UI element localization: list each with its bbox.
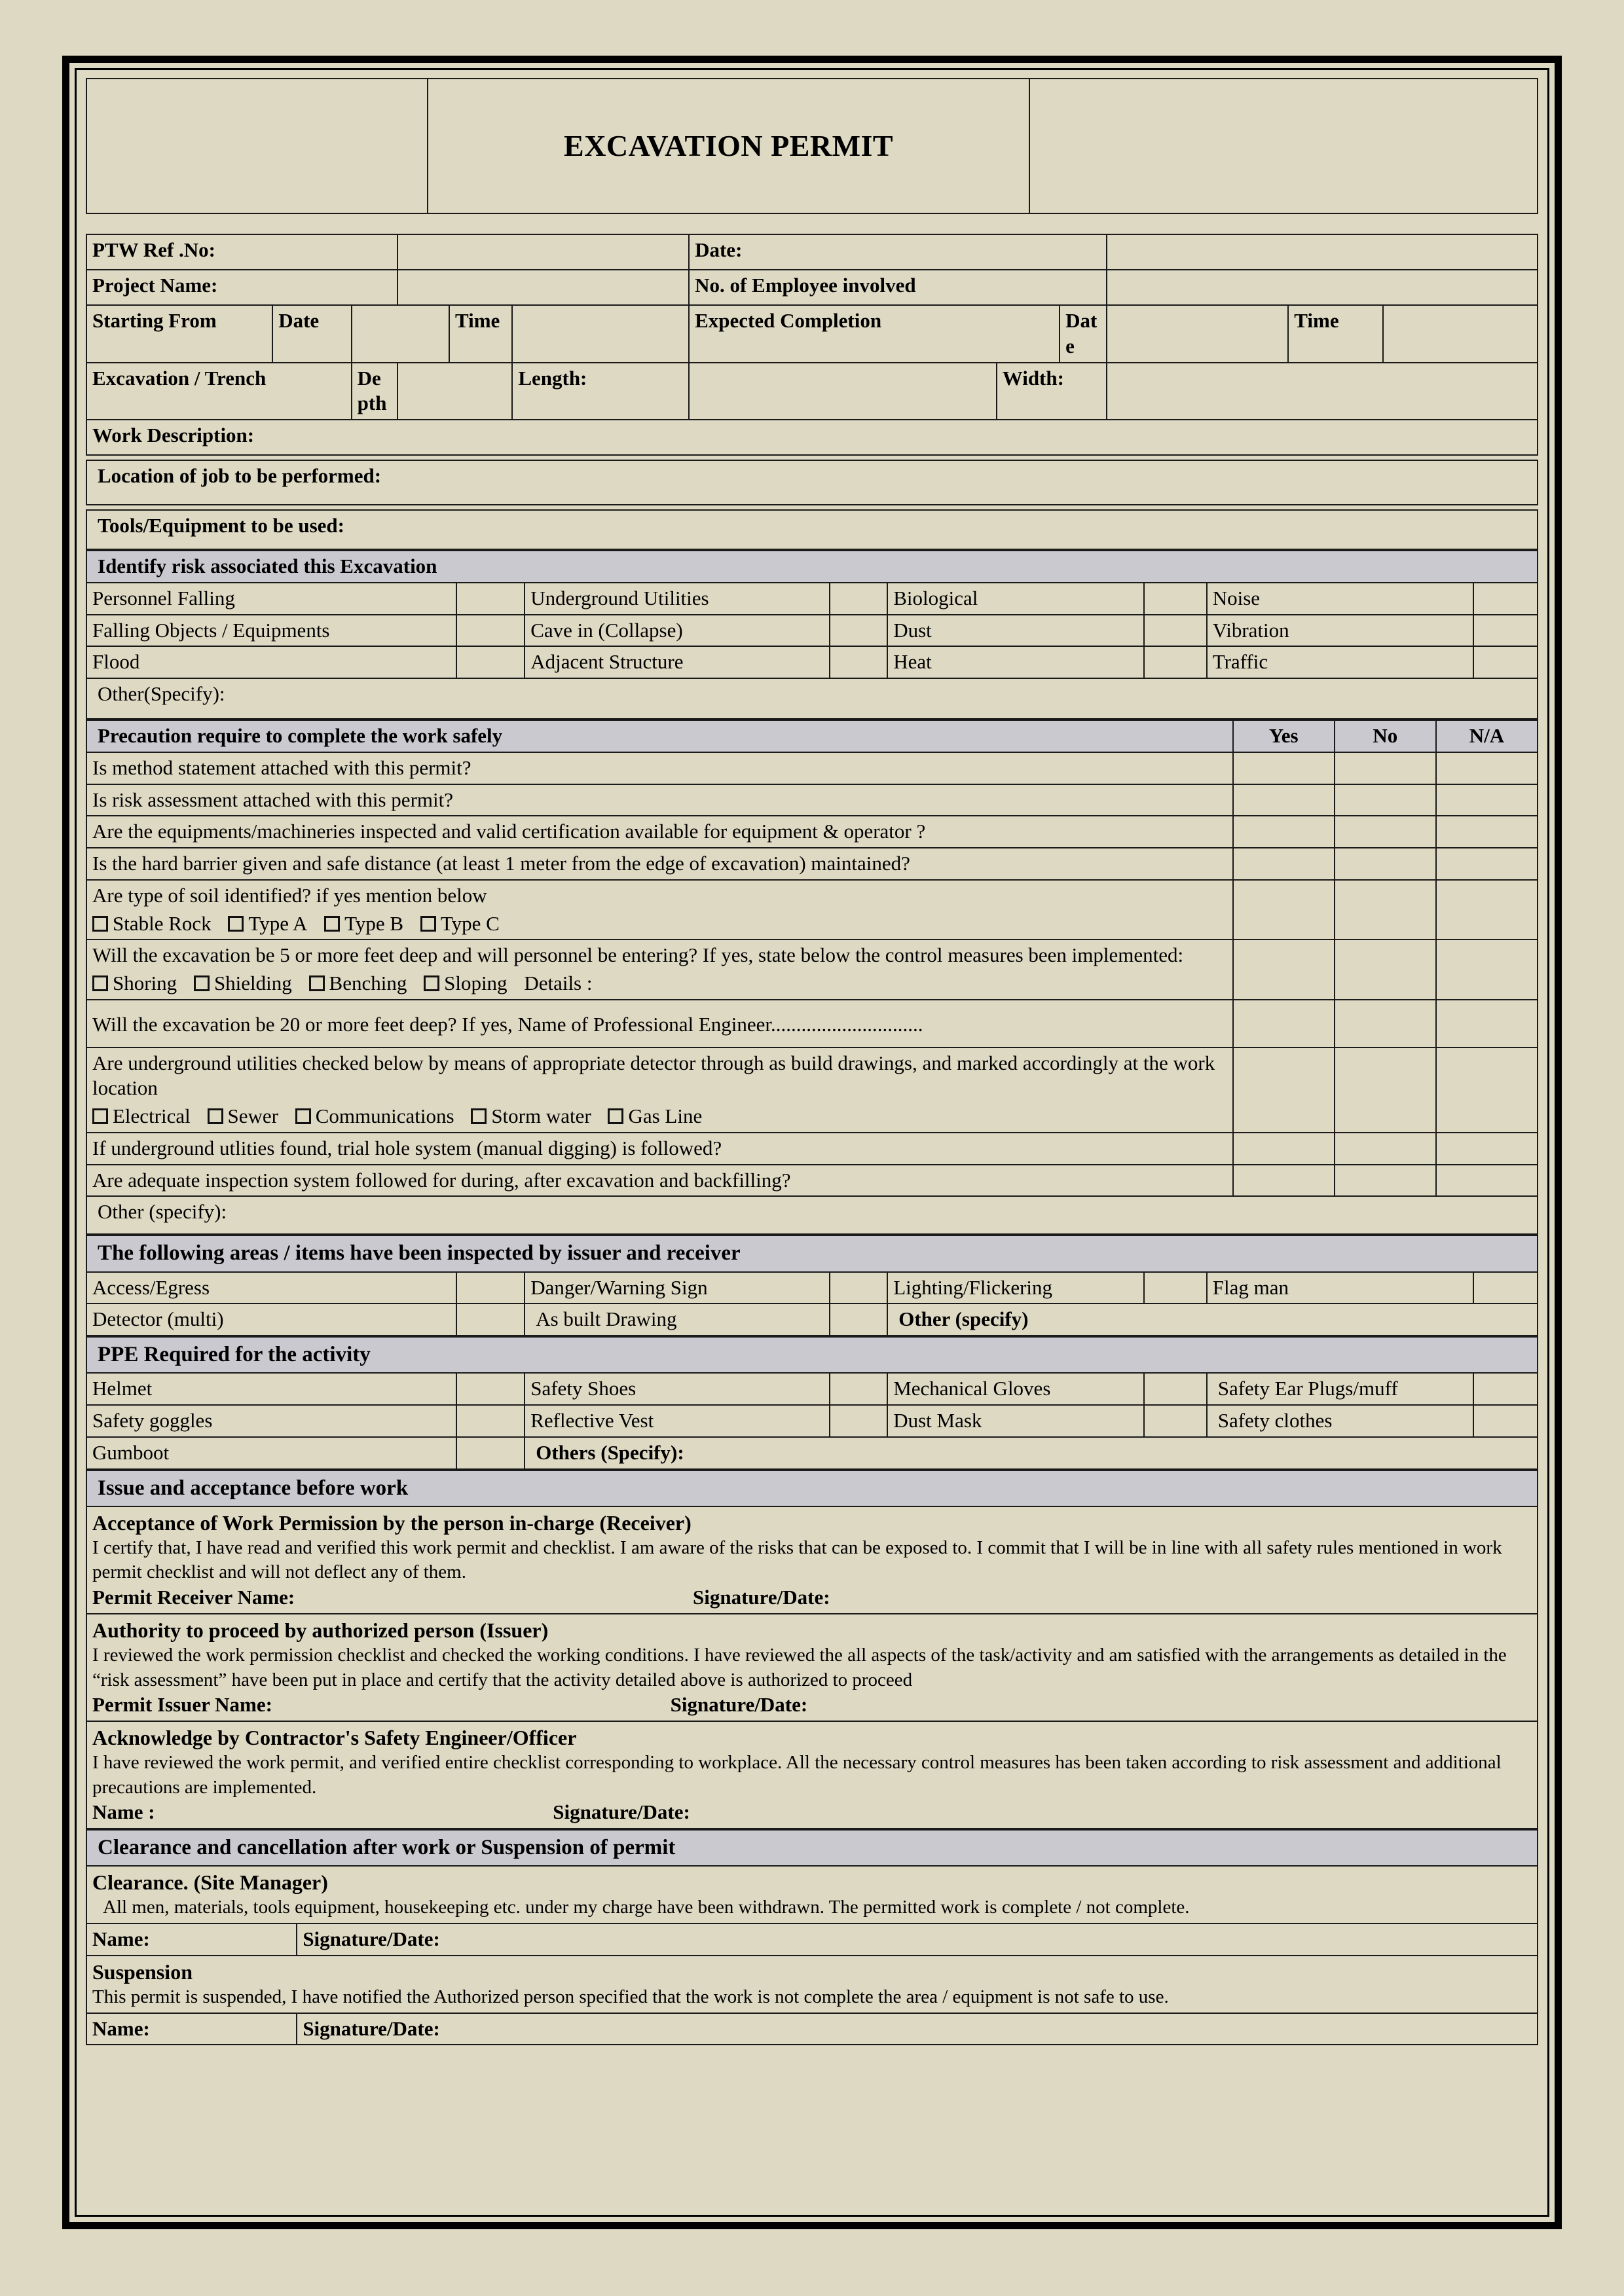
option-label: Gas Line [628, 1104, 703, 1127]
width-label: Width: [997, 363, 1107, 420]
risk-item-checkbox[interactable] [1144, 583, 1206, 615]
location-field[interactable]: Location of job to be performed: [86, 460, 1538, 505]
inspected-other-field[interactable]: Other (specify) [887, 1303, 1538, 1336]
checkbox-option-storm-water[interactable] [471, 1104, 591, 1129]
suspension-block [86, 1956, 1538, 2013]
table-row [86, 615, 1538, 647]
risk-item-label: Personnel Falling [86, 583, 456, 615]
precaution-na-cell[interactable] [1436, 1133, 1538, 1165]
option-label: Storm water [491, 1104, 591, 1127]
table-row [86, 420, 1538, 455]
option-label: Benching [329, 972, 407, 994]
start-time-value[interactable] [512, 305, 689, 363]
risk-item-label: Vibration [1207, 615, 1474, 647]
checkbox-option-electrical[interactable] [92, 1104, 191, 1129]
risk-item-label: Dust [887, 615, 1144, 647]
suspension-name-label[interactable]: Name: [86, 2013, 297, 2045]
start-date-label: Date [272, 305, 351, 363]
table-row [86, 1866, 1538, 1923]
risk-item-label: Flood [86, 646, 456, 678]
ppe-item-checkbox[interactable] [456, 1373, 525, 1405]
end-time-label: Time [1288, 305, 1383, 363]
table-row [86, 510, 1538, 549]
clearance-declaration: All men, materials, tools equipment, housekeeping etc. under my charge have been withdrawn. The permitted work is complete / not complete. [103, 1897, 1190, 1918]
date-value[interactable] [1107, 234, 1538, 270]
risk-item-checkbox[interactable] [456, 583, 525, 615]
option-label: Communications [315, 1104, 454, 1127]
precaution-question: Will the excavation be 20 or more feet deep? If yes, Name of Professional Engineer.............................. [86, 1000, 1233, 1048]
ppe-item-checkbox[interactable] [830, 1405, 888, 1437]
ppe-item-checkbox[interactable] [456, 1405, 525, 1437]
receiver-title: Acceptance of Work Permission by the person in-charge (Receiver) [92, 1510, 692, 1535]
risk-item-checkbox[interactable] [456, 615, 525, 647]
option-label: Type B [344, 911, 404, 935]
option-label: Shoring [113, 972, 177, 994]
acceptance-table [86, 1470, 1538, 1830]
precaution-yes-cell[interactable] [1233, 752, 1335, 784]
utility-type-options [92, 1104, 1227, 1129]
ppe-item-label: Reflective Vest [525, 1405, 829, 1437]
width-value[interactable] [1107, 363, 1538, 420]
option-label: Stable Rock [113, 911, 212, 935]
inspected-items-table [86, 1235, 1538, 1336]
table-row [86, 79, 1538, 213]
precaution-no-cell[interactable] [1335, 1165, 1436, 1197]
precaution-no-cell[interactable] [1335, 752, 1436, 784]
table-row [86, 1721, 1538, 1829]
risk-other-field[interactable]: Other(Specify): [86, 678, 1538, 719]
tools-field[interactable]: Tools/Equipment to be used: [86, 510, 1538, 549]
ppe-item-label: Helmet [86, 1373, 456, 1405]
table-row [86, 1373, 1538, 1405]
suspension-declaration: This permit is suspended, I have notified the Authorized person specified that the work is not complete the area / equipment is not safe to use. [92, 1986, 1169, 2007]
option-label: Sewer [227, 1104, 278, 1127]
ppe-item-label: Gumboot [86, 1437, 456, 1469]
soil-type-options [92, 911, 1227, 937]
page-title: EXCAVATION PERMIT [428, 79, 1030, 213]
ppe-item-label: Safety clothes [1207, 1405, 1474, 1437]
precaution-no-cell[interactable] [1335, 848, 1436, 880]
precaution-question: Is the hard barrier given and safe distance (at least 1 meter from the edge of excavation) maintained? [86, 848, 1233, 880]
table-row [86, 848, 1538, 880]
acknowledge-name-label[interactable]: Name : [92, 1800, 155, 1824]
checkbox-option-shoring[interactable] [92, 971, 177, 996]
table-row [86, 678, 1538, 719]
ppe-section-header [86, 1337, 1538, 1373]
clearance-section-title: Clearance and cancellation after work or Suspension of permit [86, 1830, 1538, 1866]
precaution-question: Is method statement attached with this permit? [86, 752, 1233, 784]
precaution-na-cell[interactable] [1436, 784, 1538, 816]
precaution-section-title: Precaution require to complete the work safely [86, 720, 1233, 752]
precaution-question-depth5 [86, 939, 1233, 1000]
checkbox-option-sloping[interactable] [424, 971, 507, 996]
precaution-na-cell[interactable] [1436, 1000, 1538, 1048]
precaution-table [86, 720, 1538, 1235]
precaution-yes-cell[interactable] [1233, 848, 1335, 880]
receiver-signature-label[interactable]: Signature/Date: [693, 1586, 830, 1609]
issuer-signature-label[interactable]: Signature/Date: [670, 1693, 808, 1717]
inspected-item-checkbox[interactable] [456, 1272, 525, 1304]
receiver-name-label[interactable]: Permit Receiver Name: [92, 1586, 295, 1609]
depth-value[interactable] [397, 363, 513, 420]
ptw-ref-value[interactable] [397, 234, 690, 270]
table-row [86, 1303, 1538, 1336]
ppe-section-title: PPE Required for the activity [86, 1337, 1538, 1373]
table-row [86, 1506, 1538, 1614]
inspected-section-title: The following areas / items have been inspected by issuer and receiver [86, 1235, 1538, 1271]
checkbox-option-type-c[interactable] [420, 911, 500, 937]
precaution-na-cell[interactable] [1436, 816, 1538, 848]
issuer-declaration: I reviewed the work permission checklist and checked the working conditions. I have reviewed the all aspects of the task/activity and am satisfied with the arrangements as detailed in the “risk assessment” have been put in place and certify that the activity detailed above is authorized to proceed [92, 1644, 1507, 1690]
inspected-item-label: Danger/Warning Sign [525, 1272, 829, 1304]
start-date-value[interactable] [352, 305, 449, 363]
table-row [86, 880, 1538, 940]
ppe-item-label: Safety goggles [86, 1405, 456, 1437]
checkbox-option-type-b[interactable] [324, 911, 403, 937]
inspected-item-label: Detector (multi) [86, 1303, 456, 1336]
precaution-question: Are type of soil identified? if yes mention below [92, 883, 487, 907]
suspension-signature-label[interactable]: Signature/Date: [297, 2013, 1538, 2045]
ppe-item-checkbox[interactable] [456, 1437, 525, 1469]
ppe-item-checkbox[interactable] [830, 1373, 888, 1405]
permit-page [62, 56, 1562, 2229]
precaution-question: Are the equipments/machineries inspected and valid certification available for equipment & operator ? [86, 816, 1233, 848]
length-value[interactable] [689, 363, 997, 420]
start-time-label: Time [449, 305, 512, 363]
clearance-block [86, 1866, 1538, 1923]
inspected-section-header [86, 1235, 1538, 1271]
permit-info-table [86, 234, 1538, 456]
table-row [86, 1048, 1538, 1133]
inspected-item-label: Lighting/Flickering [887, 1272, 1144, 1304]
risk-item-label: Underground Utilities [525, 583, 829, 615]
header-title-table [86, 78, 1538, 214]
employees-label: No. of Employee involved [689, 270, 1107, 305]
precaution-na-cell[interactable] [1436, 1165, 1538, 1197]
clearance-name-label[interactable]: Name: [86, 1923, 297, 1956]
suspension-title: Suspension [92, 1959, 193, 1984]
risk-item-checkbox[interactable] [1144, 646, 1206, 678]
table-row [86, 363, 1538, 420]
issuer-name-label[interactable]: Permit Issuer Name: [92, 1693, 272, 1717]
checkbox-icon[interactable] [324, 916, 340, 932]
yes-column-header: Yes [1233, 720, 1335, 752]
inspected-item-checkbox[interactable] [1144, 1272, 1206, 1304]
risk-item-checkbox[interactable] [456, 646, 525, 678]
precaution-no-cell[interactable] [1335, 939, 1436, 1000]
table-row [86, 460, 1538, 505]
checkbox-option-gas-line[interactable] [608, 1104, 702, 1129]
precaution-yes-cell[interactable] [1233, 1165, 1335, 1197]
precaution-question: Are adequate inspection system followed for during, after excavation and backfilling? [86, 1165, 1233, 1197]
table-row [86, 1272, 1538, 1304]
precaution-yes-cell[interactable] [1233, 1048, 1335, 1133]
ppe-item-label: Safety Ear Plugs/muff [1207, 1373, 1474, 1405]
precaution-no-cell[interactable] [1335, 1000, 1436, 1048]
ppe-others-field[interactable]: Others (Specify): [525, 1437, 1538, 1469]
ppe-item-checkbox[interactable] [1144, 1405, 1206, 1437]
acknowledge-block [86, 1721, 1538, 1829]
risk-item-checkbox[interactable] [1473, 615, 1538, 647]
precaution-yes-cell[interactable] [1233, 1133, 1335, 1165]
table-row [86, 305, 1538, 363]
table-row [86, 1165, 1538, 1197]
inspected-item-label: Flag man [1207, 1272, 1474, 1304]
precaution-question-utilities [86, 1048, 1233, 1133]
ppe-item-label: Safety Shoes [525, 1373, 829, 1405]
precaution-na-cell[interactable] [1436, 1048, 1538, 1133]
receiver-declaration: I certify that, I have read and verified this work permit and checklist. I am aware of the risks that can be exposed to. I commit that I will be in line with all safety rules mentioned in work permit checklist and will not deflect any of them. [92, 1537, 1502, 1583]
checkbox-icon[interactable] [92, 916, 108, 932]
clearance-section-header [86, 1830, 1538, 1866]
na-column-header: N/A [1436, 720, 1538, 752]
clearance-table [86, 1829, 1538, 2045]
checkbox-icon[interactable] [424, 975, 439, 991]
table-row [86, 1614, 1538, 1721]
risk-item-label: Cave in (Collapse) [525, 615, 829, 647]
precaution-no-cell[interactable] [1335, 816, 1436, 848]
risk-item-label: Noise [1207, 583, 1474, 615]
ppe-item-checkbox[interactable] [1144, 1373, 1206, 1405]
receiver-block [86, 1506, 1538, 1614]
issuer-signature-row [92, 1692, 1532, 1718]
table-row [86, 2013, 1538, 2045]
checkbox-option-shielding[interactable] [194, 971, 292, 996]
table-row [86, 234, 1538, 270]
ppe-table [86, 1336, 1538, 1470]
inspected-item-checkbox[interactable] [830, 1272, 888, 1304]
precaution-no-cell[interactable] [1335, 1048, 1436, 1133]
risk-item-checkbox[interactable] [830, 583, 888, 615]
ppe-item-label: Mechanical Gloves [887, 1373, 1144, 1405]
location-table [86, 460, 1538, 505]
precaution-no-cell[interactable] [1335, 880, 1436, 940]
excavation-trench-label: Excavation / Trench [86, 363, 352, 420]
precaution-no-cell[interactable] [1335, 784, 1436, 816]
risk-item-label: Falling Objects / Equipments [86, 615, 456, 647]
end-date-label: Date [1060, 305, 1107, 363]
header-logo-left [86, 79, 428, 213]
table-row [86, 784, 1538, 816]
option-label: Sloping [444, 972, 507, 994]
ppe-item-label: Dust Mask [887, 1405, 1144, 1437]
clearance-title: Clearance. (Site Manager) [92, 1870, 328, 1895]
precaution-yes-cell[interactable] [1233, 939, 1335, 1000]
checkbox-icon[interactable] [608, 1108, 623, 1124]
length-label: Length: [512, 363, 689, 420]
risk-item-checkbox[interactable] [830, 615, 888, 647]
risk-item-checkbox[interactable] [830, 646, 888, 678]
employees-value[interactable] [1107, 270, 1538, 305]
details-field-label[interactable]: Details : [524, 972, 593, 994]
precaution-yes-cell[interactable] [1233, 880, 1335, 940]
receiver-signature-row [92, 1585, 1532, 1611]
checkbox-option-stable-rock[interactable] [92, 911, 212, 937]
checkbox-icon[interactable] [92, 975, 108, 991]
risk-item-label: Adjacent Structure [525, 646, 829, 678]
table-row [86, 1923, 1538, 1956]
option-label: Electrical [113, 1104, 191, 1127]
table-row [86, 752, 1538, 784]
checkbox-icon[interactable] [194, 975, 210, 991]
risk-section-title: Identify risk associated this Excavation [86, 551, 1538, 583]
checkbox-option-communications[interactable] [295, 1104, 454, 1129]
checkbox-icon[interactable] [420, 916, 436, 932]
issuer-block [86, 1614, 1538, 1721]
ptw-ref-label: PTW Ref .No: [86, 234, 397, 270]
precaution-na-cell[interactable] [1436, 848, 1538, 880]
table-row [86, 583, 1538, 615]
header-logo-right [1029, 79, 1538, 213]
table-row [86, 1133, 1538, 1165]
table-row [86, 1405, 1538, 1437]
precaution-yes-cell[interactable] [1233, 784, 1335, 816]
precaution-question-soil [86, 880, 1233, 940]
table-row [86, 1000, 1538, 1048]
checkbox-option-benching[interactable] [309, 971, 407, 996]
acceptance-section-title: Issue and acceptance before work [86, 1470, 1538, 1506]
ppe-item-checkbox[interactable] [1473, 1405, 1538, 1437]
no-column-header: No [1335, 720, 1436, 752]
inspected-item-checkbox[interactable] [456, 1303, 525, 1336]
acceptance-section-header [86, 1470, 1538, 1506]
option-label: Shielding [213, 972, 292, 994]
risk-section-header [86, 551, 1538, 583]
expected-completion-label: Expected Completion [689, 305, 1060, 363]
work-description-field[interactable]: Work Description: [86, 420, 1538, 455]
precaution-yes-cell[interactable] [1233, 816, 1335, 848]
precaution-na-cell[interactable] [1436, 752, 1538, 784]
precaution-no-cell[interactable] [1335, 1133, 1436, 1165]
table-row [86, 646, 1538, 678]
checkbox-icon[interactable] [309, 975, 325, 991]
precaution-question: Are underground utilities checked below by means of appropriate detector through as build drawings, and marked accordingly at the work location [92, 1051, 1215, 1100]
risk-item-checkbox[interactable] [1144, 615, 1206, 647]
option-label: Type C [440, 911, 500, 935]
acknowledge-signature-label[interactable]: Signature/Date: [553, 1800, 690, 1824]
risk-item-label: Biological [887, 583, 1144, 615]
tools-table [86, 509, 1538, 550]
precaution-question: Will the excavation be 5 or more feet deep and will personnel be entering? If yes, state below the control measures been implemented: [92, 943, 1184, 967]
risk-item-label: Heat [887, 646, 1144, 678]
inspected-item-checkbox[interactable] [1473, 1272, 1538, 1304]
checkbox-option-type-a[interactable] [228, 911, 307, 937]
control-measure-options [92, 971, 1227, 996]
project-name-label: Project Name: [86, 270, 397, 305]
date-label: Date: [689, 234, 1107, 270]
precaution-other-field[interactable]: Other (specify): [86, 1196, 1538, 1234]
acknowledge-signature-row [92, 1800, 1532, 1825]
permit-page-inner [75, 68, 1549, 2217]
risk-item-checkbox[interactable] [1473, 646, 1538, 678]
end-date-value[interactable] [1107, 305, 1288, 363]
ppe-item-checkbox[interactable] [1473, 1373, 1538, 1405]
option-label: Type A [248, 911, 308, 935]
table-row [86, 1196, 1538, 1234]
precaution-section-header [86, 720, 1538, 752]
checkbox-icon[interactable] [92, 1108, 108, 1124]
acknowledge-declaration: I have reviewed the work permit, and verified entire checklist corresponding to workplace. All the necessary control measures has been taken according to risk assessment and additional precautions are implemented. [92, 1752, 1502, 1798]
risk-item-label: Traffic [1207, 646, 1474, 678]
project-name-value[interactable] [397, 270, 690, 305]
table-row [86, 939, 1538, 1000]
checkbox-icon[interactable] [228, 916, 244, 932]
precaution-na-cell[interactable] [1436, 939, 1538, 1000]
precaution-question: Is risk assessment attached with this permit? [86, 784, 1233, 816]
issuer-title: Authority to proceed by authorized person (Issuer) [92, 1618, 549, 1642]
table-row [86, 1956, 1538, 2013]
table-row [86, 816, 1538, 848]
table-row [86, 270, 1538, 305]
checkbox-icon[interactable] [471, 1108, 487, 1124]
checkbox-icon[interactable] [208, 1108, 223, 1124]
risk-item-checkbox[interactable] [1473, 583, 1538, 615]
depth-label: Depth [352, 363, 397, 420]
inspected-item-checkbox[interactable] [830, 1303, 888, 1336]
clearance-signature-label[interactable]: Signature/Date: [297, 1923, 1538, 1956]
risk-table [86, 550, 1538, 720]
checkbox-option-sewer[interactable] [208, 1104, 278, 1129]
precaution-question: If underground utlities found, trial hole system (manual digging) is followed? [86, 1133, 1233, 1165]
acknowledge-title: Acknowledge by Contractor's Safety Engineer/Officer [92, 1726, 577, 1749]
end-time-value[interactable] [1383, 305, 1538, 363]
checkbox-icon[interactable] [295, 1108, 311, 1124]
precaution-yes-cell[interactable] [1233, 1000, 1335, 1048]
precaution-na-cell[interactable] [1436, 880, 1538, 940]
inspected-item-label: As built Drawing [525, 1303, 829, 1336]
table-row [86, 1437, 1538, 1469]
starting-from-label: Starting From [86, 305, 272, 363]
inspected-item-label: Access/Egress [86, 1272, 456, 1304]
